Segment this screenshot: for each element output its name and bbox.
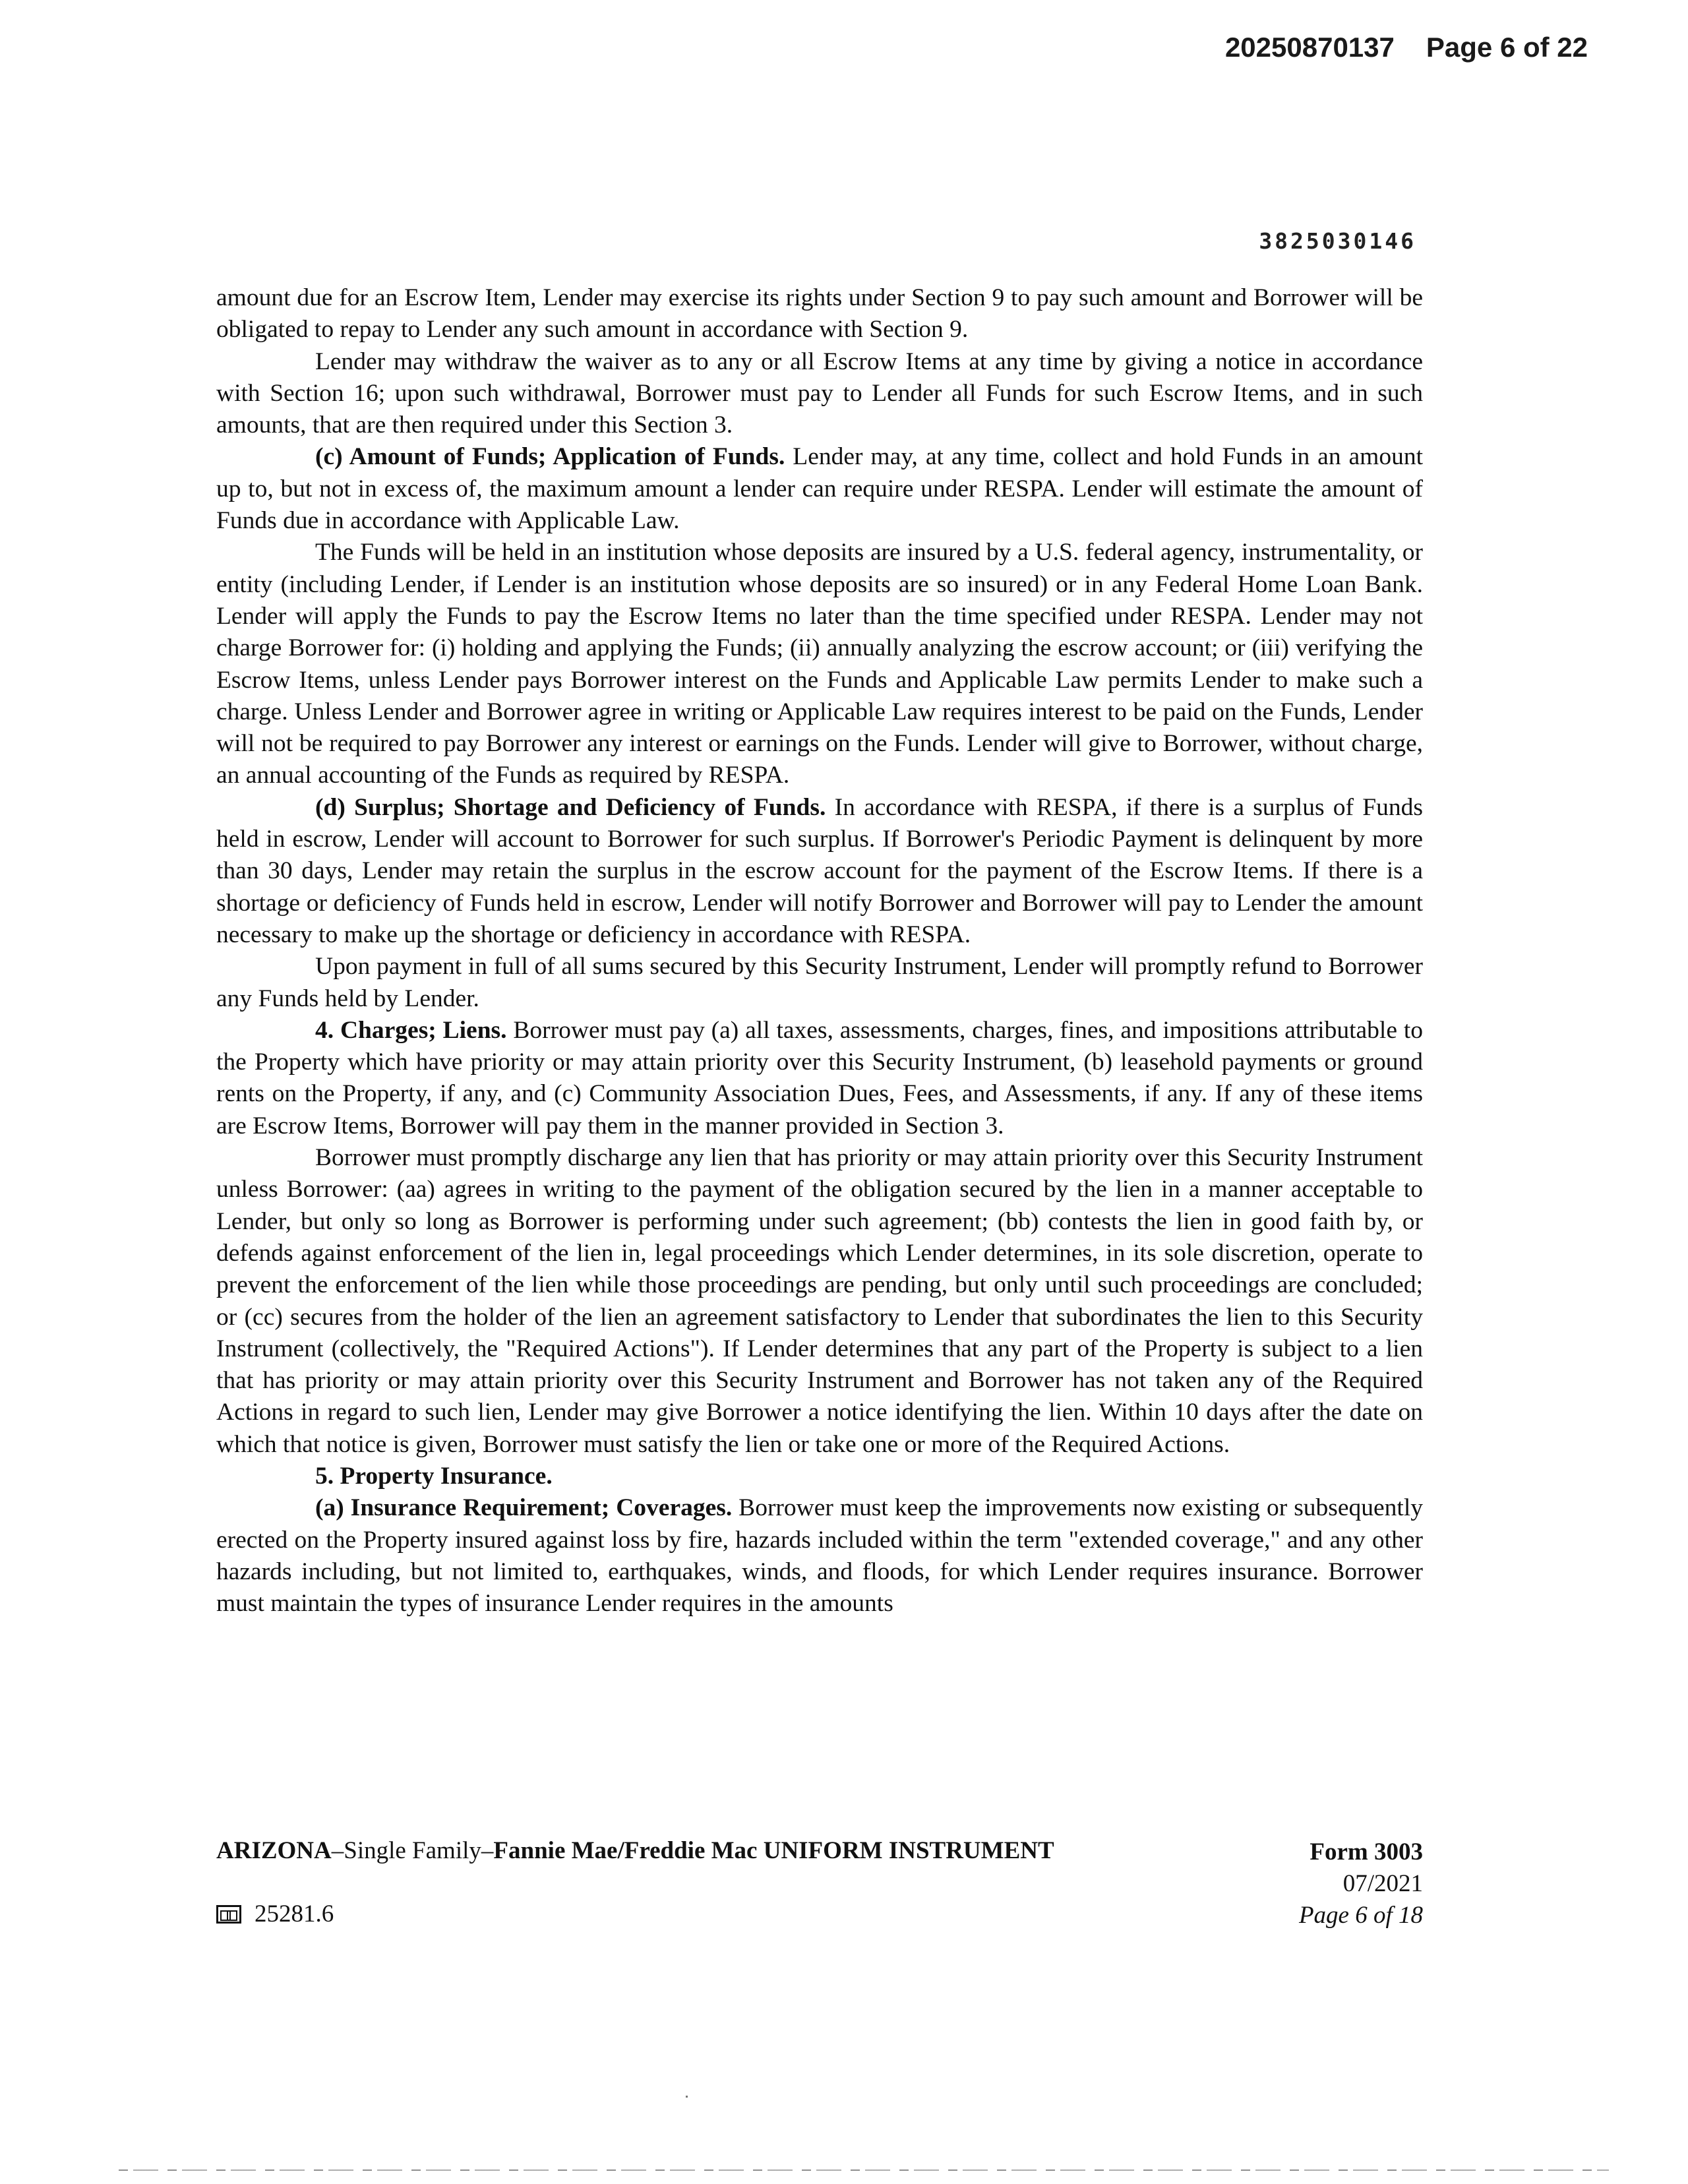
section-heading: 4. Charges; Liens. [315, 1016, 507, 1044]
footer-code-number: 25281.6 [255, 1900, 334, 1927]
paragraph-text: Lender may, at any time, collect and hold Funds in an amount up to, but not in excess of, the maximum amount a lender can require under RESPA. Lender will estimate the amount of Funds due in accordance with Applicable Law. [216, 443, 1423, 535]
footer-form-info [1299, 1836, 1423, 1931]
paragraph [216, 1142, 1423, 1461]
footer-title [216, 1836, 1054, 1865]
section-heading: (a) Insurance Requirement; Coverages. [315, 1494, 733, 1522]
footer-page-number: Page 6 of 18 [1298, 1902, 1423, 1929]
paragraph-text: Borrower must promptly discharge any lien that has priority or may attain priority over this Security Instrument unless Borrower: (aa) agrees in writing to the payment of the obligation secured by the lien in a manner acceptable to Lender, but only so long as Borrower is performing under such agreement; (bb) contests the lien in good faith by, or defends against enforcement of the lien in, legal proceedings which Lender determines, in its sole discretion, operate to prevent the enforcement of the lien while those proceedings are pending, but only until such proceedings are concluded; or (cc) secures from the holder of the lien an agreement satisfactory to Lender that subordinates the lien to this Security Instrument (collectively, the "Required Actions"). If Lender determines that any part of the Property is subject to a lien that has priority or may attain priority over this Security Instrument and Borrower has not taken any of the Required Actions in regard to such lien, Lender may give Borrower a notice identifying the lien. Within 10 days after the date on which that notice is given, Borrower must satisfy the lien or take one or more of the Required Actions. [216, 1144, 1423, 1458]
footer-instrument: Fannie Mae/Freddie Mac UNIFORM INSTRUMENT [493, 1837, 1054, 1864]
document-number: 20250870137 [1224, 32, 1395, 63]
paragraph [216, 1015, 1423, 1142]
loan-number: 3825030146 [1259, 228, 1416, 254]
section-heading: (c) Amount of Funds; Application of Funds. [315, 443, 785, 471]
paragraph [216, 951, 1423, 1015]
paragraph-text: Borrower must keep the improvements now existing or subsequently erected on the Property insured against loss by fire, hazards included within the term "extended coverage," and any other hazards including, but not limited to, earthquakes, winds, and floods, for which Lender requires insurance. Borrower must maintain the types of insurance Lender requires in the amounts [216, 1494, 1424, 1618]
header-page-number: Page 6 of 22 [1426, 32, 1588, 63]
section-heading: 5. Property Insurance. [315, 1462, 553, 1490]
header-stamp [1225, 32, 1588, 63]
paragraph-text: In accordance with RESPA, if there is a surplus of Funds held in escrow, Lender will account to Borrower for such surplus. If Borrower's Periodic Payment is delinquent by more than 30 days, Lender may retain the surplus in the escrow account for the payment of the Escrow Items. If there is a shortage or deficiency of Funds held in escrow, Lender will notify Borrower and Borrower will pay to Lender the amount necessary to make up the shortage or deficiency in accordance with RESPA. [216, 793, 1423, 948]
paragraph [216, 441, 1423, 537]
document-body [216, 282, 1423, 1620]
paragraph [216, 346, 1423, 442]
scan-speck [686, 2096, 688, 2098]
paragraph-text: Lender may withdraw the waiver as to any or all Escrow Items at any time by giving a notice in accordance with Section 16; upon such withdrawal, Borrower must pay to Lender all Funds for such Escrow Items, and in such amounts, that are then required under this Section 3. [216, 348, 1423, 439]
paragraph [216, 792, 1423, 951]
paragraph-text: The Funds will be held in an institution whose deposits are insured by a U.S. federal agency, instrumentality, or entity (including Lender, if Lender is an institution whose deposits are so insured) or in any Federal Home Loan Bank. Lender will apply the Funds to pay the Escrow Items no later than the time specified under RESPA. Lender may not charge Borrower for: (i) holding and applying the Funds; (ii) annually analyzing the escrow account; or (iii) verifying the Escrow Items, unless Lender pays Borrower interest on the Funds and Applicable Law permits Lender to make such a charge. Unless Lender and Borrower agree in writing or Applicable Law requires interest to be paid on the Funds, Lender will not be required to pay Borrower any interest or earnings on the Funds. Lender will give to Borrower, without charge, an annual accounting of the Funds as required by RESPA. [216, 539, 1423, 789]
paragraph-text: Borrower must pay (a) all taxes, assessments, charges, fines, and impositions attributable to the Property which have priority or may attain priority over this Security Instrument, (b) leasehold payments or ground rents on the Property, if any, and (c) Community Association Dues, Fees, and Assessments, if any. If any of these items are Escrow Items, Borrower will pay them in the manner provided in Section 3. [216, 1016, 1423, 1139]
footer-code [216, 1900, 334, 1928]
ex-logo-icon [216, 1905, 241, 1924]
paragraph-text: amount due for an Escrow Item, Lender may exercise its rights under Section 9 to pay such amount and Borrower will be obligated to repay to Lender any such amount in accordance with Section 9. [216, 284, 1423, 344]
paragraph [216, 282, 1423, 346]
footer-title-mid: –Single Family– [331, 1837, 494, 1864]
paragraph [216, 1461, 1423, 1492]
paragraph [216, 1492, 1423, 1620]
footer-form-date: 07/2021 [1342, 1870, 1423, 1897]
scan-edge-artifact [119, 2169, 1609, 2171]
footer-form-number: Form 3003 [1310, 1838, 1423, 1866]
section-heading: (d) Surplus; Shortage and Deficiency of Funds. [315, 793, 826, 821]
paragraph [216, 537, 1423, 791]
footer-state: ARIZONA [216, 1837, 332, 1864]
paragraph-text: Upon payment in full of all sums secured by this Security Instrument, Lender will promptly refund to Borrower any Funds held by Lender. [216, 953, 1423, 1012]
